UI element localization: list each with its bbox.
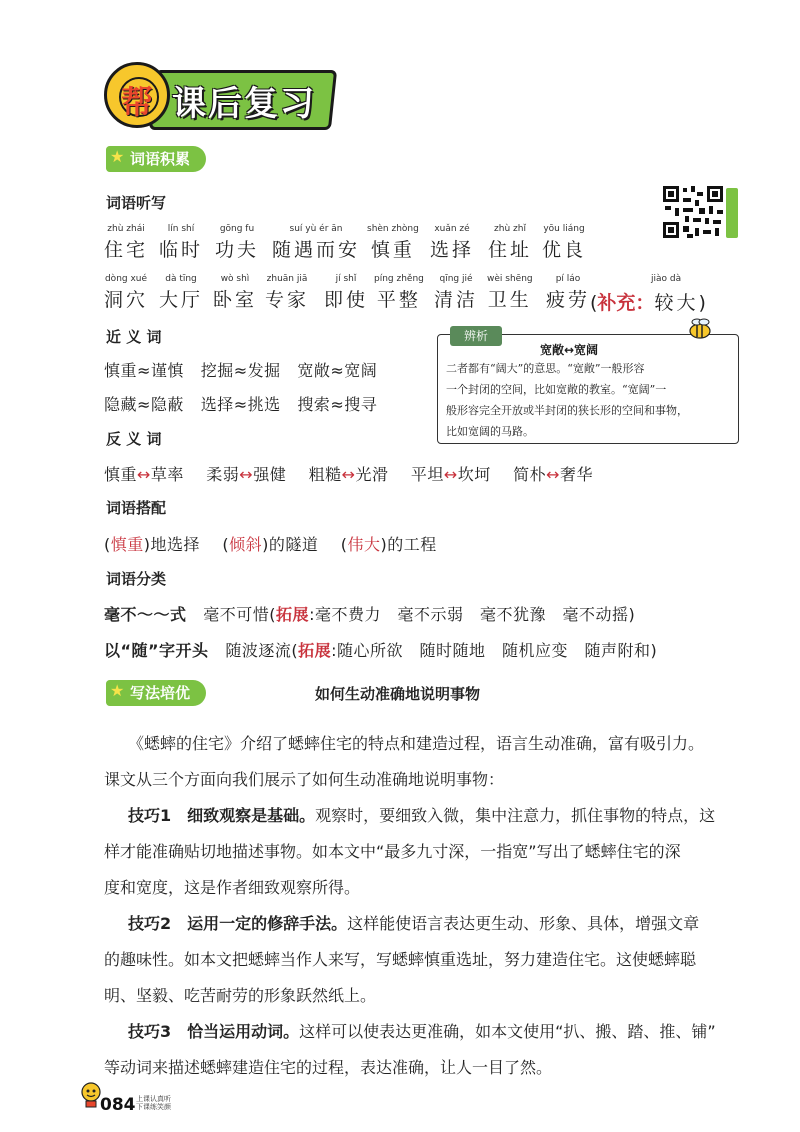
tip1-line-2: 样才能准确贴切地描述事物。如本文中“最多九寸深，一指宽”写出了蟋蟀住宅的深: [104, 842, 681, 861]
list-item: pí láo 疲劳: [546, 274, 591, 311]
supplement-pinyin: jiào dà: [651, 274, 682, 284]
list-item: dà tīng 大厅: [159, 274, 204, 311]
synonyms-heading: 近 义 词: [106, 328, 162, 346]
qr-side-label: [726, 188, 738, 238]
tip2-line-1: 技巧2 运用一定的修辞手法。这样能使语言表达更生动、形象、具体，增强文章: [128, 914, 700, 933]
list-item: yōu liáng 优良: [542, 224, 587, 261]
star-icon: ★: [110, 147, 125, 166]
antonyms-heading: 反 义 词: [106, 430, 162, 448]
intro-line-2: 课文从三个方面向我们展示了如何生动准确地说明事物：: [104, 770, 505, 789]
list-item: zhù zhǐ 住址: [488, 224, 533, 261]
footer-slogan: 上课认真听 下课练笑颜: [136, 1095, 171, 1111]
intro-line-1: 《蟋蟀的住宅》介绍了蟋蟀住宅的特点和建造过程，语言生动准确，富有吸引力。: [128, 734, 705, 753]
classification-row-2: 以“随”字开头 随波逐流(拓展:随心所欲 随时随地 随机应变 随声附和): [104, 641, 658, 660]
page-mascot-icon: [80, 1082, 102, 1112]
section-title: 如何生动准确地说明事物: [315, 685, 481, 703]
collocation-row: (慎重)地选择 (倾斜)的隧道 (伟大)的工程: [104, 535, 437, 554]
analysis-text: 二者都有“阔大”的意思。“宽敞”一般形容 一个封闭的空间，比如宽敞的教室。“宽阔”一 般形容完全开放或半封闭的狭长形的空间和事物， 比如宽阔的马路。: [446, 362, 688, 438]
qr-code-icon[interactable]: [661, 184, 725, 240]
list-item: qīng jié 清洁: [434, 274, 479, 311]
classification-heading: 词语分类: [106, 570, 167, 588]
tip1-line-3: 度和宽度，这是作者细致观察所得。: [104, 878, 361, 897]
list-item: shèn zhòng 慎重: [367, 224, 419, 261]
bee-icon: [686, 318, 712, 340]
list-item: wò shì 卧室: [213, 274, 258, 311]
header-banner: [100, 58, 332, 132]
list-item: jí shǐ 即使: [324, 274, 369, 311]
page-number: 084: [100, 1095, 136, 1115]
section-tag-vocab: ★ 词语积累: [106, 146, 206, 172]
list-item: lín shí 临时: [159, 224, 204, 261]
analysis-title: 宽敞↔宽阔: [540, 343, 599, 357]
star-icon: ★: [110, 681, 125, 700]
synonyms-row-2: 隐藏≈隐蔽 选择≈挑选 搜索≈搜寻: [104, 395, 378, 414]
list-item: píng zhěng 平整: [374, 274, 424, 311]
tip2-line-3: 明、坚毅、吃苦耐劳的形象跃然纸上。: [104, 986, 377, 1005]
collocation-heading: 词语搭配: [106, 499, 167, 517]
tip3-line-2: 等动词来描述蟋蟀建造住宅的过程，表达准确，让人一目了然。: [104, 1058, 553, 1077]
analysis-tag: 辨析: [450, 326, 502, 346]
list-item: suí yù ér ān 随遇而安: [272, 224, 361, 261]
list-item: wèi shēng 卫生: [487, 274, 533, 311]
list-item: zhuān jiā 专家: [265, 274, 310, 311]
antonyms-row: 慎重↔草率 柔弱↔强健 粗糙↔光滑 平坦↔坎坷 简朴↔奢华: [104, 465, 594, 484]
section-tag-writing: ★ 写法培优: [106, 680, 206, 706]
supplement: (补充：较大): [590, 292, 706, 314]
list-item: gōng fu 功夫: [215, 224, 260, 261]
help-badge-icon: 帮: [104, 62, 170, 128]
list-item: xuǎn zé 选择: [430, 224, 475, 261]
classification-row-1: 毫不～～式 毫不可惜(拓展:毫不费力 毫不示弱 毫不犹豫 毫不动摇): [104, 605, 636, 624]
page-title: 课后复习: [172, 84, 316, 124]
tip1-line-1: 技巧1 细致观察是基础。观察时，要细致入微，集中注意力，抓住事物的特点，这: [128, 806, 716, 825]
list-item: zhù zhái 住宅: [104, 224, 149, 261]
list-item: dòng xué 洞穴: [104, 274, 149, 311]
tip2-line-2: 的趣味性。如本文把蟋蟀当作人来写，写蟋蟀慎重选址，努力建造住宅。这使蟋蟀聪: [104, 950, 697, 969]
dictation-heading: 词语听写: [106, 194, 167, 212]
tip3-line-1: 技巧3 恰当运用动词。这样可以使表达更准确，如本文使用“扒、搬、踏、推、铺”: [128, 1022, 716, 1041]
synonyms-row-1: 慎重≈谨慎 挖掘≈发掘 宽敞≈宽阔: [104, 361, 378, 380]
